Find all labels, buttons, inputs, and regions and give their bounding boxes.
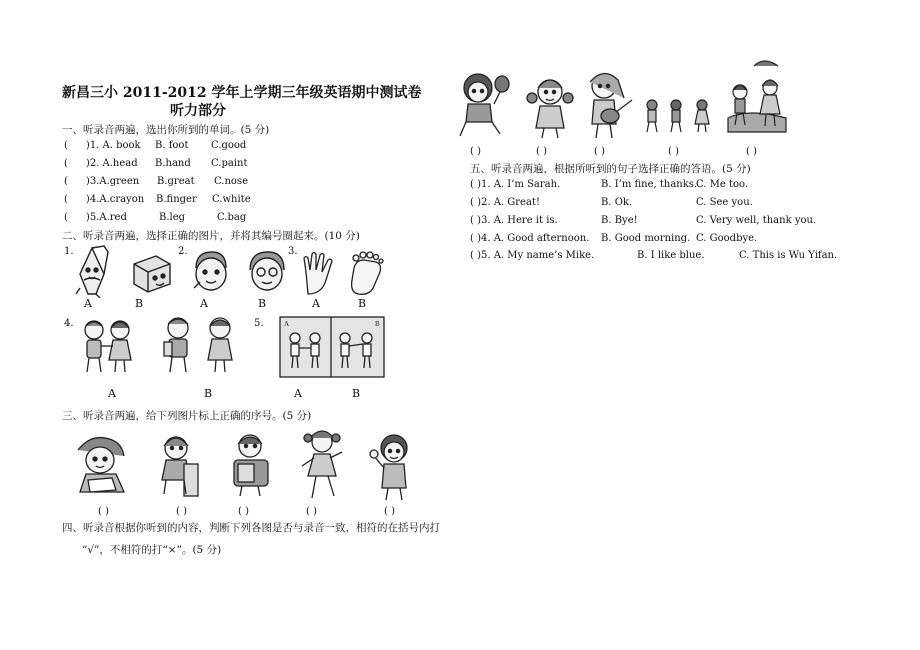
option-b: B.hand xyxy=(155,158,191,169)
girl-reading-picture xyxy=(72,430,132,496)
framed-kids-picture xyxy=(279,316,385,378)
section-3-heading: 三、听录音两遍，给下列图片标上正确的序号。(5 分) xyxy=(62,410,312,422)
option-c: C. Very well, thank you. xyxy=(696,215,817,226)
option-label: A xyxy=(294,387,302,400)
list-item: ( )2. A. Great! xyxy=(470,197,540,208)
section-1-heading: 一、听录音两遍，选出你所到的单词。(5 分) xyxy=(62,124,270,136)
option-c: C. Me too. xyxy=(696,179,749,190)
option-b: B.great xyxy=(157,176,195,187)
question-number: 2. xyxy=(178,246,188,257)
answer-blank[interactable]: ( ) xyxy=(746,146,757,157)
option-label: B xyxy=(135,297,144,310)
boy-face-picture xyxy=(188,248,232,296)
answer-blank[interactable]: ( ) xyxy=(238,506,249,517)
girl-guitar-picture xyxy=(580,70,636,140)
answer-blank[interactable]: ( ) xyxy=(306,506,317,517)
list-item: ( )2. A.head xyxy=(64,158,138,169)
question-number: 5. xyxy=(254,318,264,329)
section-4-heading: 四、听录音根据你听到的内容，判断下列各图是否与录音一致，相符的在括号内打 xyxy=(62,522,440,534)
answer-blank[interactable]: ( ) xyxy=(98,506,109,517)
boy-waving-picture xyxy=(368,432,418,502)
page-subtitle: 听力部分 xyxy=(170,103,226,119)
foot-picture xyxy=(346,250,386,296)
option-label: A xyxy=(108,387,116,400)
option-b: B. Good morning. xyxy=(601,233,691,244)
list-item: ( )4. A. Good afternoon. xyxy=(470,233,590,244)
answer-blank[interactable]: ( ) xyxy=(536,146,547,157)
section-5-heading: 五、听录音两遍，根据所听到的句子选择正确的答语。(5 分) xyxy=(470,163,751,175)
option-c: C.good xyxy=(211,140,247,151)
boy-bag-picture xyxy=(226,432,276,498)
option-b: B. I’m fine, thanks. xyxy=(601,179,698,190)
section-4-heading-cont: “√”，不相符的打“×”。(5 分) xyxy=(82,544,222,556)
option-b: B. foot xyxy=(155,140,189,151)
option-c: C.nose xyxy=(214,176,248,187)
section-2-heading: 二、听录音两遍，选择正确的图片，并将其编号圈起来。(10 分) xyxy=(62,230,360,242)
question-number: 3. xyxy=(288,246,298,257)
option-label: A xyxy=(200,297,208,310)
two-kids-picture xyxy=(76,318,140,374)
option-label: A xyxy=(312,297,320,310)
option-c: C.paint xyxy=(211,158,248,169)
option-c: C.bag xyxy=(217,212,247,223)
girl-ponytail-picture xyxy=(524,74,576,140)
option-b: B.leg xyxy=(159,212,186,223)
answer-blank[interactable]: ( ) xyxy=(176,506,187,517)
girl-face-picture xyxy=(244,248,288,296)
eraser-picture xyxy=(130,252,174,294)
boy-girl-park-picture xyxy=(726,58,788,134)
option-c: C.white xyxy=(212,194,251,205)
option-b: B. Ok. xyxy=(601,197,633,208)
list-item: ( )3.A.green xyxy=(64,176,140,187)
hand-picture xyxy=(298,250,338,296)
list-item: ( )1. A. I’m Sarah. xyxy=(470,179,561,190)
option-label: A xyxy=(84,297,92,310)
answer-blank[interactable]: ( ) xyxy=(470,146,481,157)
page-title: 新昌三小 2011-2012 学年上学期三年级英语期中测试卷 xyxy=(62,85,422,101)
answer-blank[interactable]: ( ) xyxy=(384,506,395,517)
question-number: 4. xyxy=(64,318,74,329)
option-c: C. Goodbye. xyxy=(696,233,758,244)
list-item: ( )1. A. book xyxy=(64,140,141,151)
girl-pingpong-picture xyxy=(456,70,512,140)
answer-blank[interactable]: ( ) xyxy=(594,146,605,157)
list-item: ( )5. A. My name’s Mike. xyxy=(470,250,595,261)
pencil-picture xyxy=(74,244,116,298)
girl-dancing-picture xyxy=(298,428,346,500)
option-label: B xyxy=(358,297,367,310)
answer-blank[interactable]: ( ) xyxy=(668,146,679,157)
question-number: 1. xyxy=(64,246,74,257)
two-kids-picture xyxy=(158,316,242,374)
girl-sitting-picture xyxy=(154,434,204,498)
option-b: B. Bye! xyxy=(601,215,638,226)
list-item: ( )4.A.crayon xyxy=(64,194,145,205)
three-kids-picture xyxy=(642,98,714,134)
list-item: ( )3. A. Here it is. xyxy=(470,215,558,226)
option-c: C. See you. xyxy=(696,197,753,208)
svg-text:A: A xyxy=(284,320,290,328)
option-label: B xyxy=(352,387,361,400)
option-c: C. This is Wu Yifan. xyxy=(739,250,838,261)
option-b: B. I like blue. xyxy=(637,250,705,261)
option-label: B xyxy=(258,297,267,310)
option-label: B xyxy=(204,387,213,400)
svg-text:B: B xyxy=(375,320,380,328)
list-item: ( )5.A.red xyxy=(64,212,127,223)
option-b: B.finger xyxy=(156,194,197,205)
